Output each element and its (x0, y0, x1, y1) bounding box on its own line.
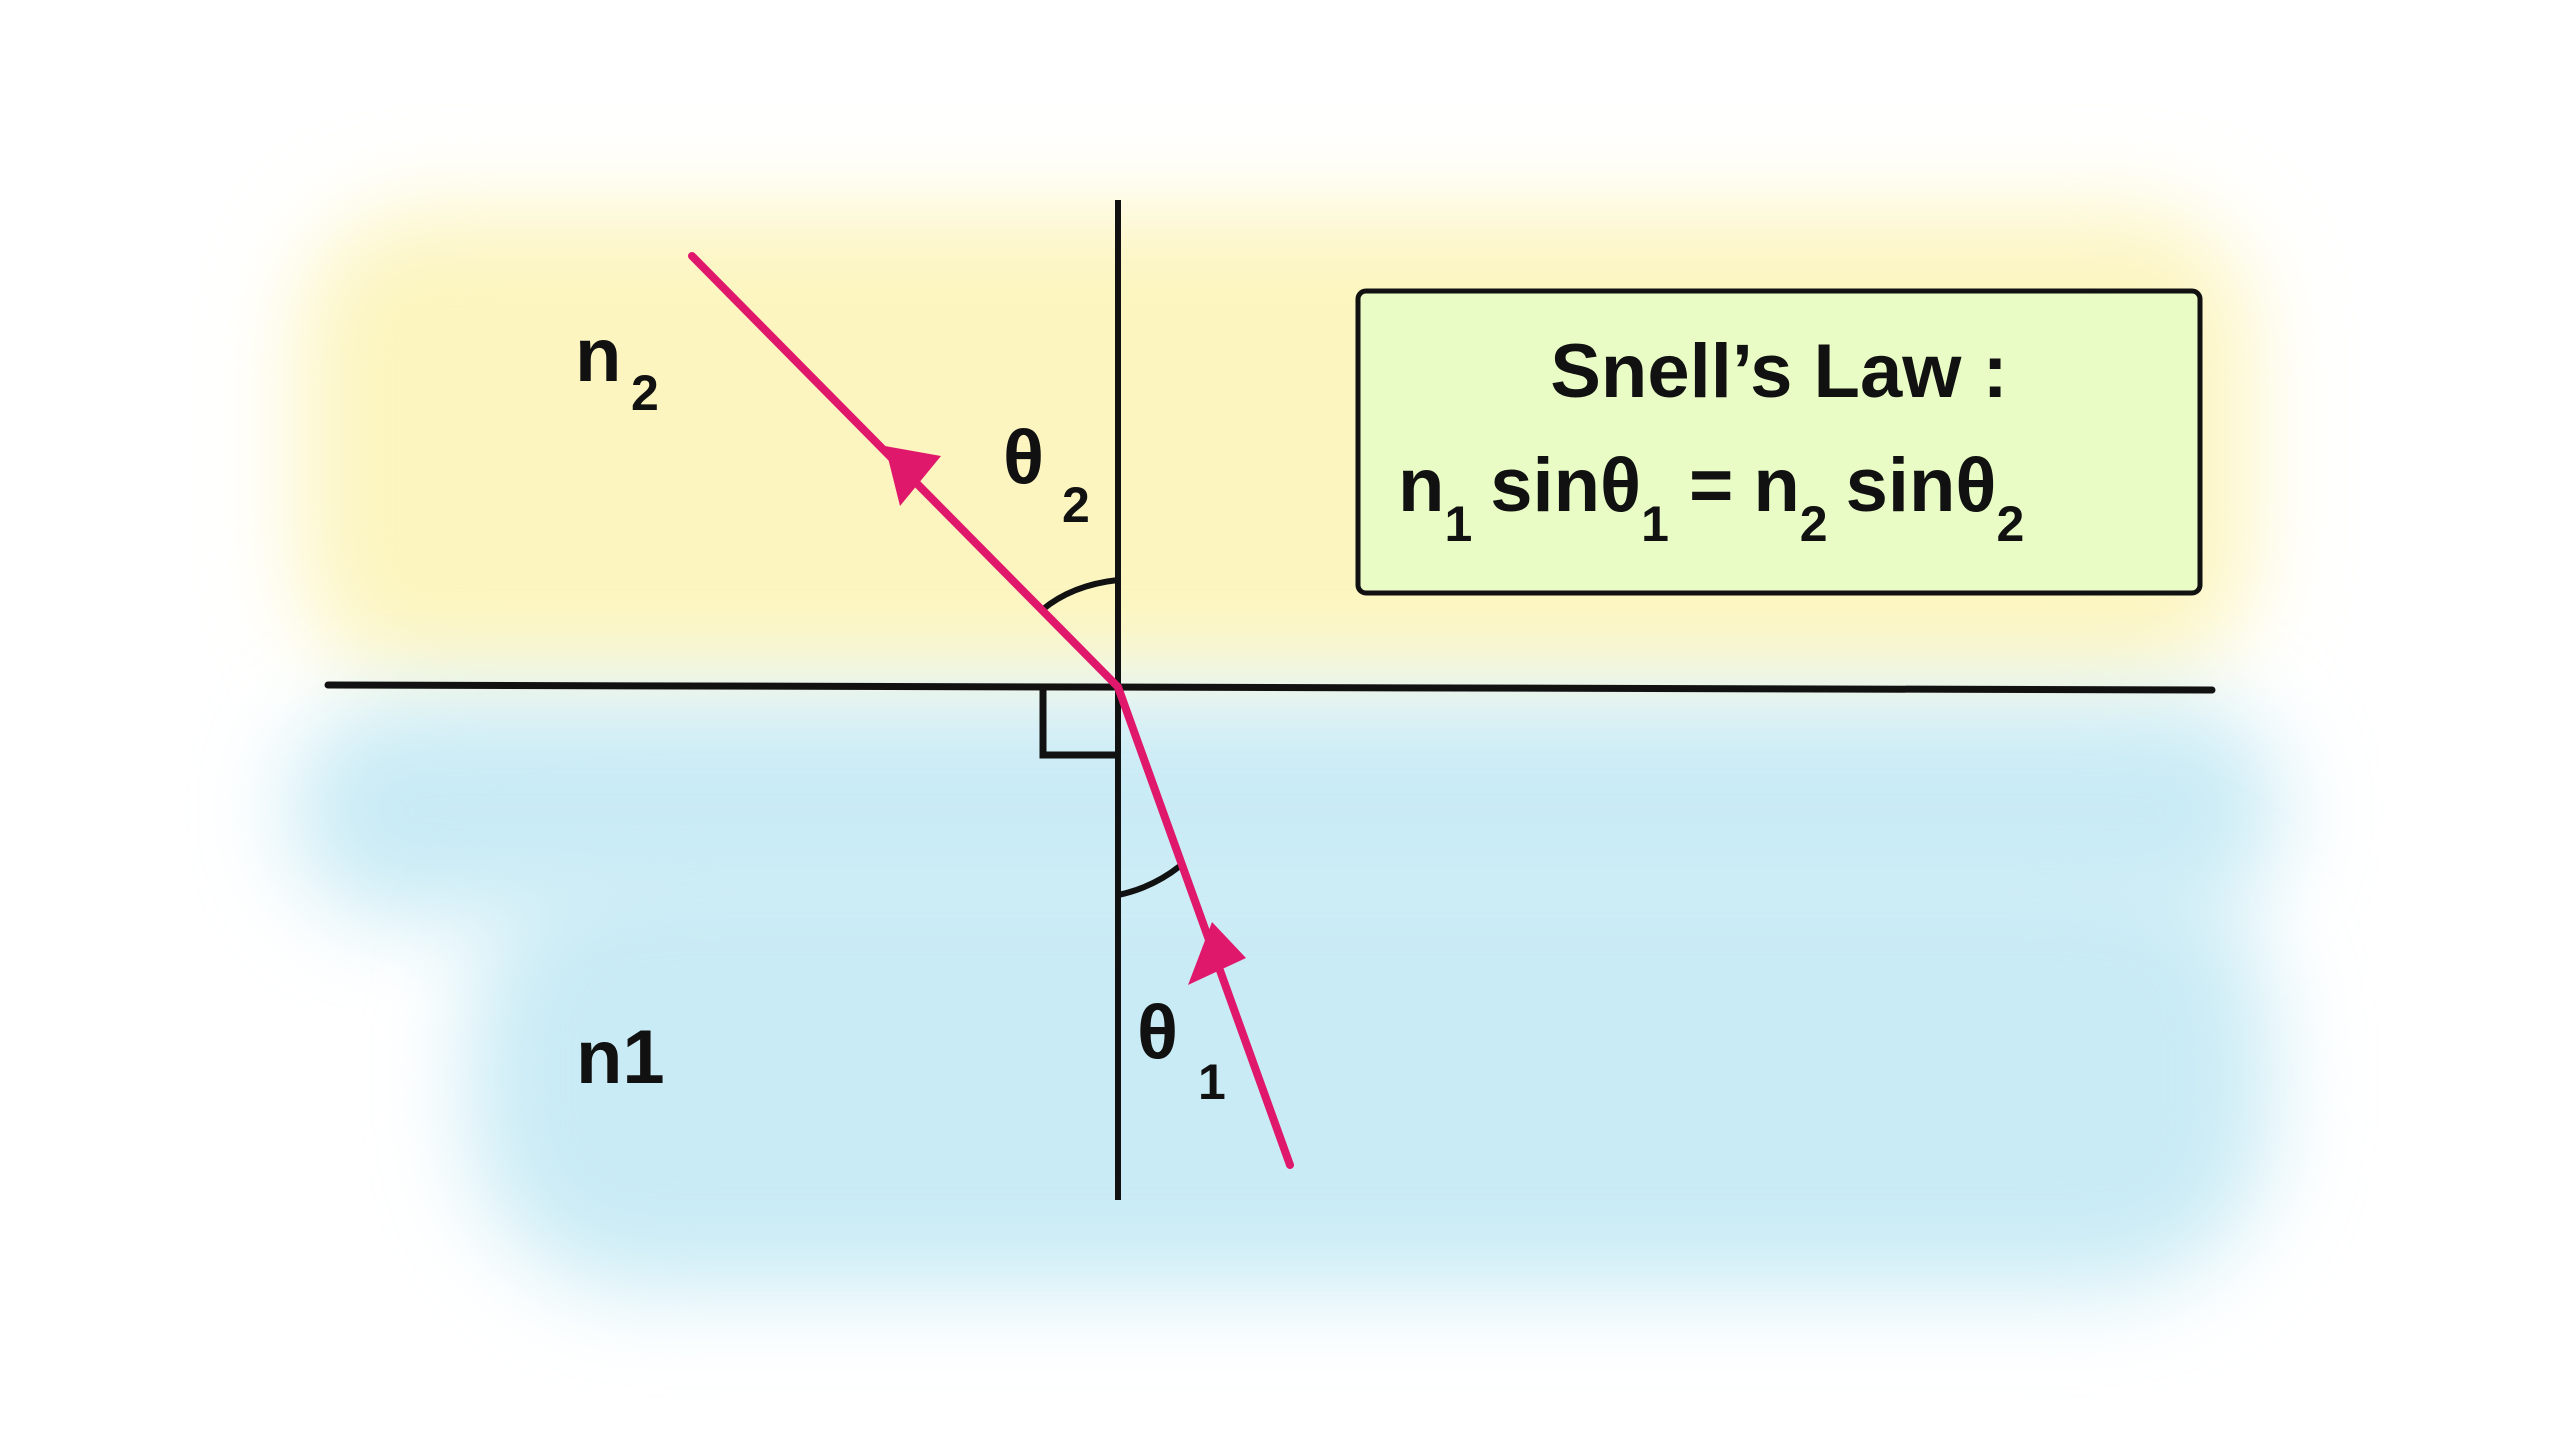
lower-medium-region (290, 700, 2280, 1290)
lower-medium-wash-bottom (470, 860, 2270, 1290)
equation-n1-subscript: 1 (1444, 496, 1473, 552)
lower-angle-symbol: θ (1137, 990, 1179, 1075)
equation-sin-theta2: sinθ (1845, 443, 1997, 528)
upper-angle-subscript: 2 (1062, 477, 1090, 533)
upper-medium-subscript: 2 (631, 365, 659, 421)
interface-line (328, 685, 2212, 690)
lower-angle-subscript: 1 (1198, 1054, 1226, 1110)
equation-theta1-subscript: 1 (1641, 496, 1669, 552)
equation-n2: n (1753, 443, 1800, 528)
lower-medium-label: n1 (576, 1015, 665, 1100)
equation-equals-sign: = (1688, 443, 1734, 528)
equation-n1: n (1398, 443, 1445, 528)
upper-medium-symbol: n (575, 313, 622, 398)
equation-theta2-subscript: 2 (1996, 496, 2025, 552)
equation-sin-theta1: sinθ (1490, 443, 1642, 528)
equation-n2-subscript: 2 (1799, 496, 1828, 552)
snells-law-box (1358, 291, 2200, 593)
upper-angle-symbol: θ (1003, 415, 1045, 500)
snells-law-title: Snell’s Law : (1550, 329, 2008, 414)
